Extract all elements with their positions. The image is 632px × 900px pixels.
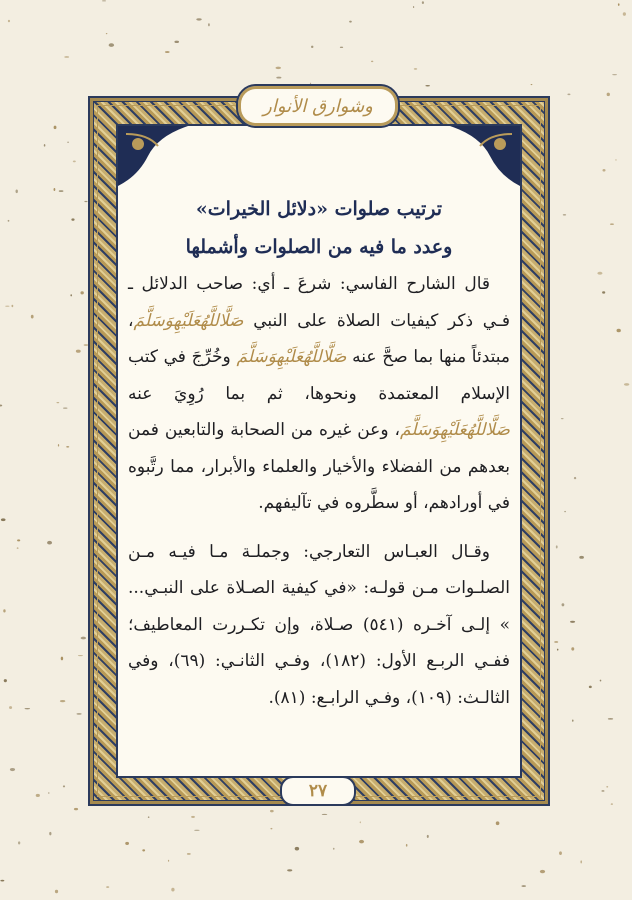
section-title-line-2: وعدد ما فيه من الصلوات وأشملها [185, 236, 453, 258]
header-title: وشوارق الأنوار [236, 84, 400, 128]
salawat-glyph: صَلَّاللَّهُعَلَيْهِوَسَلَّمَ [236, 347, 347, 367]
corner-ornament-icon [450, 126, 520, 186]
paragraph-1: قال الشارح الفاسي: شرعَ ـ أي: صاحب الدلائل ـ فـي ذكر كيفيات الصلاة على النبي صَلَّاللَّهُعَلَيْهِوَسَلَّمَ، مبتدئاً منها بما صحَّ عنه صَلَّاللَّهُعَلَيْهِوَسَلَّمَ وخُرِّجَ في كتب الإسلام المعتمدة ونحوها، ثم بما رُوِيَ عنه صَلَّاللَّهُعَلَيْهِوَسَلَّمَ، وعن غيره من الصحابة والتابعين فمن بعدهم من الفضلاء والأخيار والعلماء والأبرار، مما رتَّبوه في أورادهم، أو سطَّروه في تآليفهم. [128, 274, 511, 513]
salawat-glyph: صَلَّاللَّهُعَلَيْهِوَسَلَّمَ [400, 420, 510, 440]
page-number: ٢٧ [280, 776, 356, 806]
paragraph-2: وقـال العبـاس التعارجي: وجملـة مـا فيـه مـن الصلـوات مـن قولـه: «في كيفية الصـلاة على النبـي... » إلـى آخـره (٥٤١) صـلاة، وإن تكـررت المعاطيف؛ ففـي الربـع الأول: (١٨٢)، وفـي الثانـي: (٦٩)، وفي الثالـث: (١٠٩)، وفـي الرابـع: (٨١). [128, 541, 511, 708]
page-content [128, 190, 510, 716]
section-title-line-1: ترتيب صلوات «دلائل الخيرات» [195, 198, 443, 220]
corner-ornament-icon [118, 126, 188, 186]
salawat-glyph: صَلَّاللَّهُعَلَيْهِوَسَلَّمَ [133, 310, 244, 331]
